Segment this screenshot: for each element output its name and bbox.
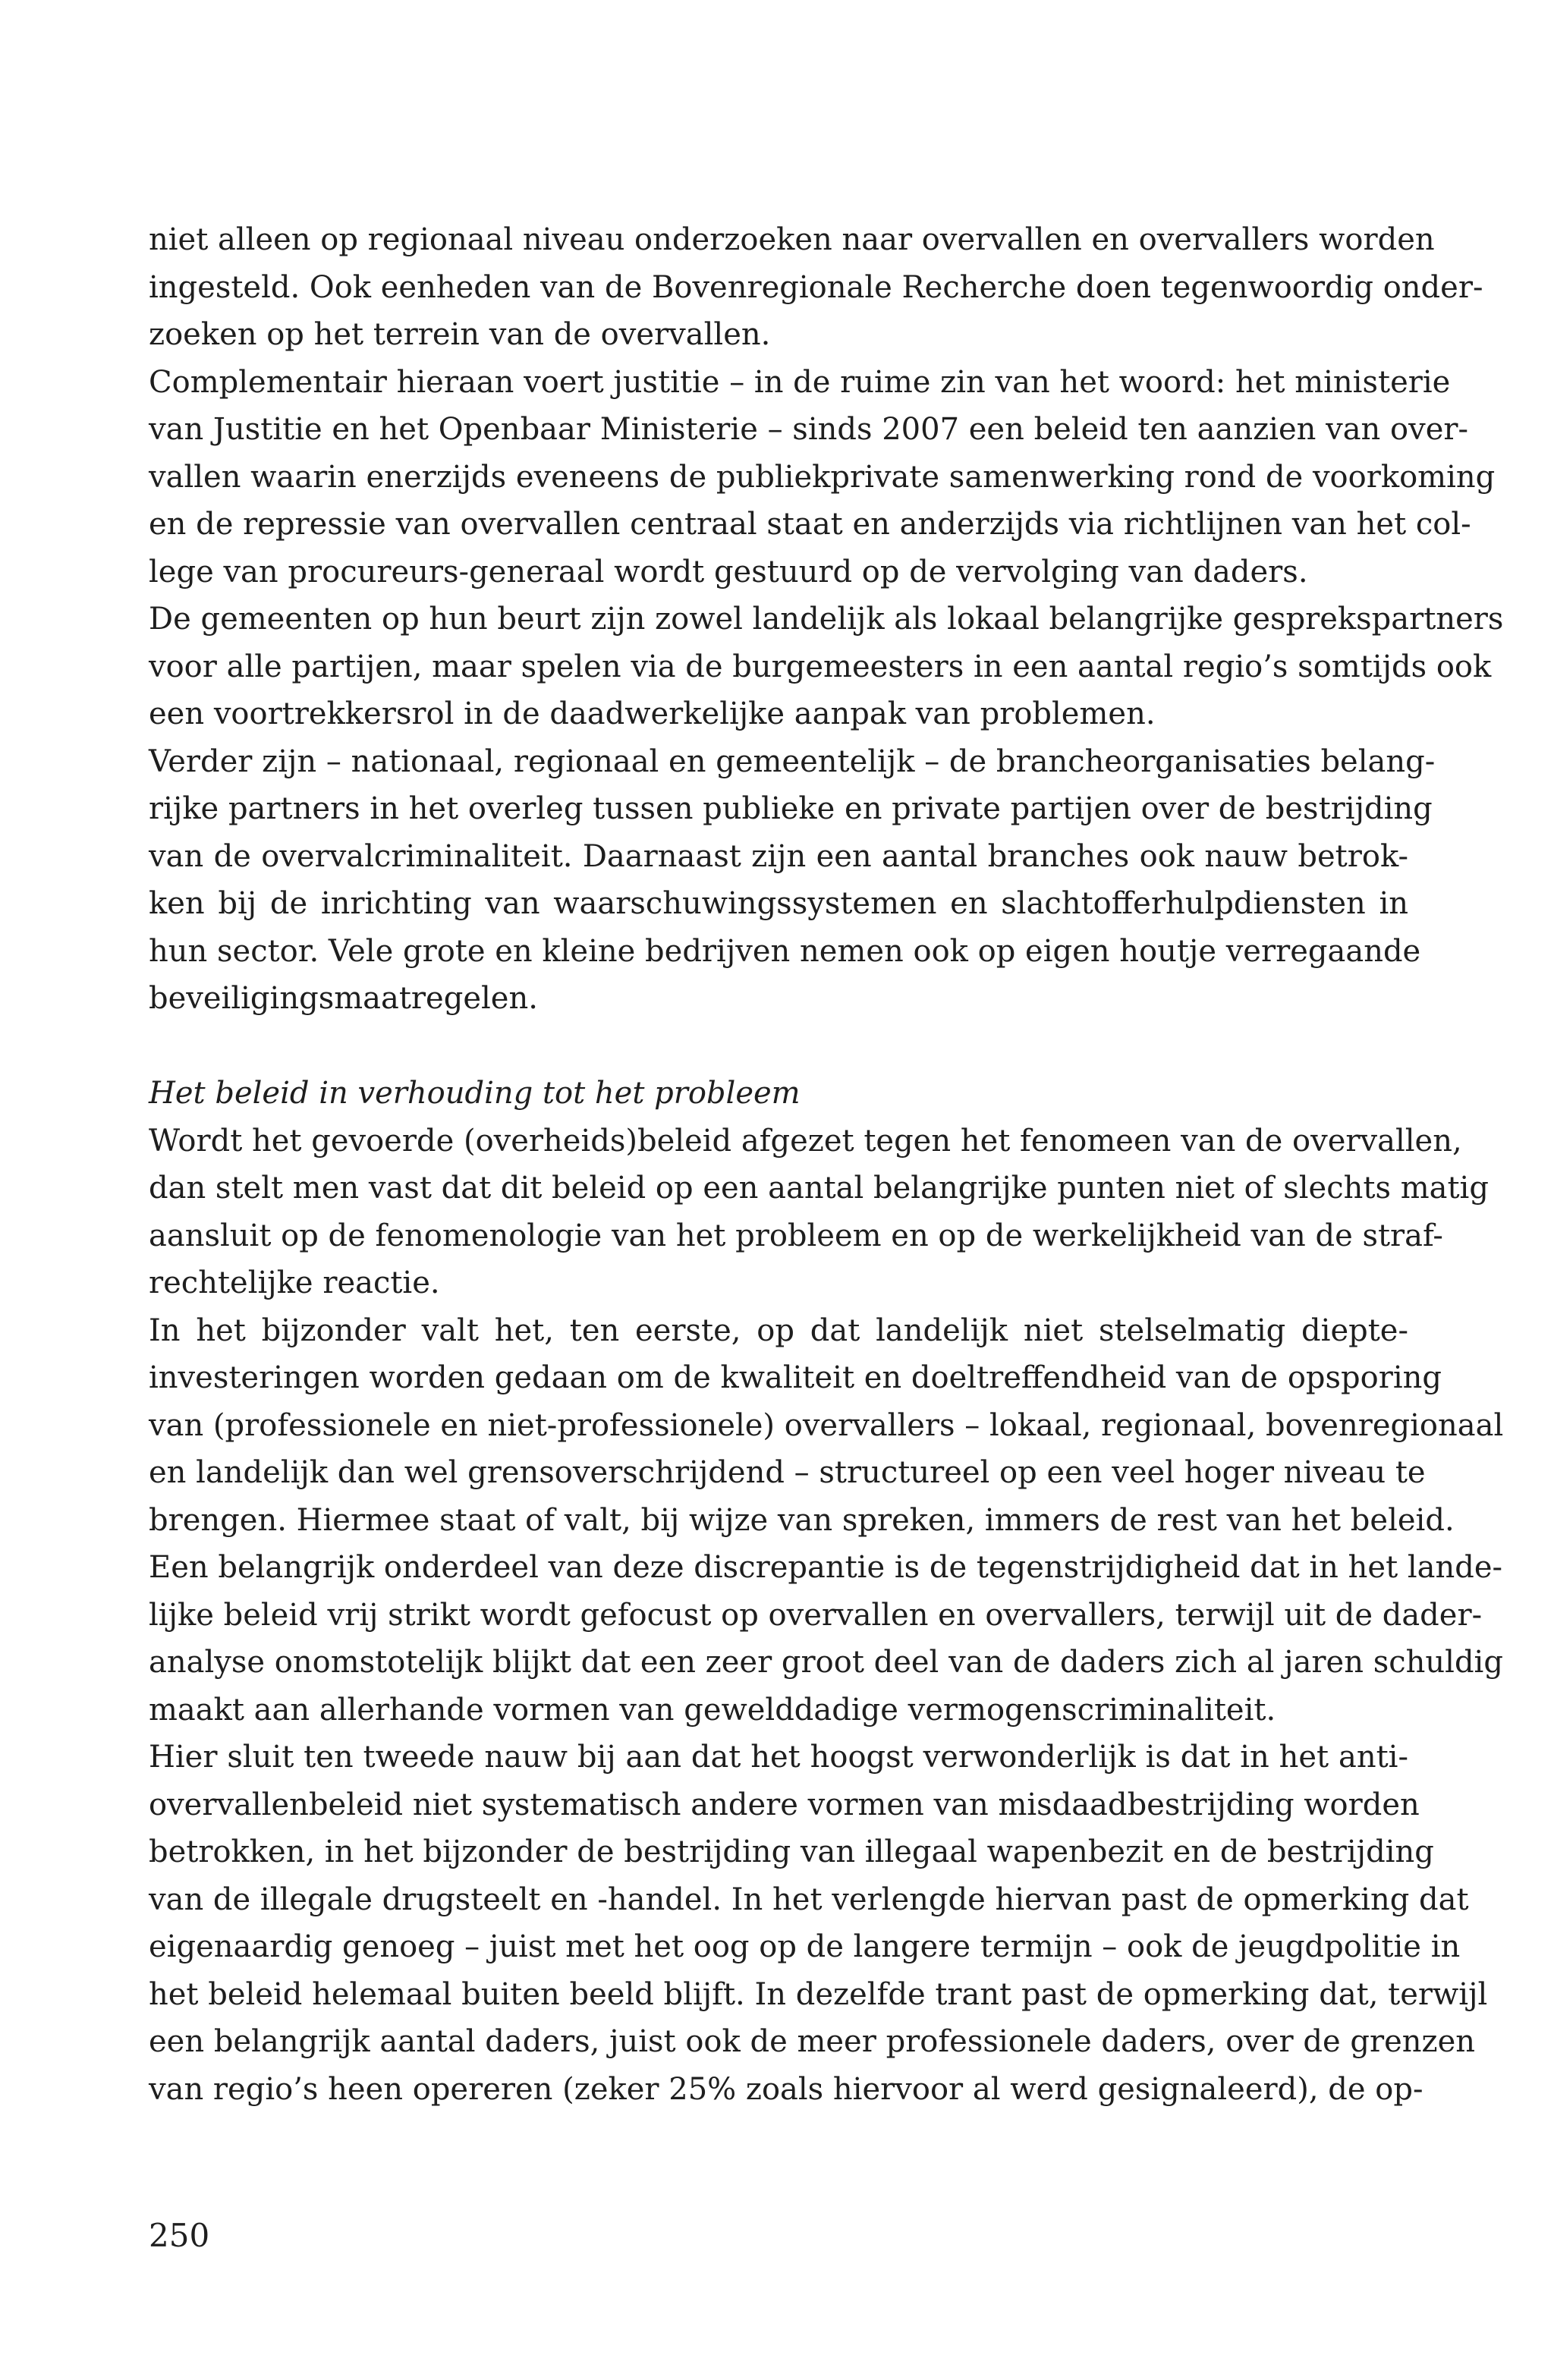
text-line: betrokken, in het bijzonder de bestrijding van illegaal wapenbezit en de bestrijding	[149, 1835, 1434, 1869]
text-line: lege van procureurs-generaal wordt gestuurd op de vervolging van daders.	[149, 554, 1308, 589]
text-line: brengen. Hiermee staat of valt, bij wijze van spreken, immers de rest van het beleid.	[149, 1502, 1455, 1538]
text-line: en landelijk dan wel grensoverschrijdend – structureel op een veel hoger niveau te	[149, 1455, 1426, 1490]
paragraph	[149, 1118, 1489, 1307]
text-line: De gemeenten op hun beurt zijn zowel landelijk als lokaal belangrijke gesprekspartners	[149, 602, 1504, 637]
text-line: rechtelijke reactie.	[149, 1265, 440, 1300]
text-line: eigenaardig genoeg – juist met het oog op de langere termijn – ook de jeugdpolitie in	[149, 1929, 1461, 1964]
text-line: investeringen worden gedaan om de kwaliteit en doeltreffendheid van de opsporing	[149, 1360, 1442, 1395]
text-line: Een belangrijk onderdeel van deze discrepantie is de tegenstrijdigheid dat in het lande-	[149, 1550, 1503, 1585]
text-line: het beleid helemaal buiten beeld blijft. In dezelfde trant past de opmerking dat, terwijl	[149, 1976, 1488, 2012]
text-line: Verder zijn – nationaal, regionaal en gemeentelijk – de brancheorganisaties belang-	[149, 744, 1436, 779]
text-line: vallen waarin enerzijds eveneens de publiekprivate samenwerking rond de voorkoming	[149, 459, 1496, 495]
text-line: van Justitie en het Openbaar Ministerie – sinds 2007 een beleid ten aanzien van over-	[149, 412, 1469, 447]
text-line: zoeken op het terrein van de overvallen.	[149, 317, 771, 352]
text-line: ingesteld. Ook eenheden van de Bovenregionale Recherche doen tegenwoordig onder-	[149, 269, 1483, 305]
paragraph	[149, 359, 1496, 596]
paragraph	[149, 738, 1436, 1023]
text-line: van de overvalcriminaliteit. Daarnaast zijn een aantal branches ook nauw betrok-	[149, 838, 1408, 874]
paragraph	[149, 216, 1483, 359]
text-line: Complementair hieraan voert justitie – in de ruime zin van het woord: het ministerie	[149, 364, 1451, 400]
text-line: voor alle partijen, maar spelen via de burgemeesters in een aantal regio’s somtijds ook	[149, 649, 1492, 684]
text-line: dan stelt men vast dat dit beleid op een aantal belangrijke punten niet of slechts matig	[149, 1171, 1489, 1206]
text-line: niet alleen op regionaal niveau onderzoeken naar overvallen en overvallers worden	[149, 222, 1435, 257]
text-line: Hier sluit ten tweede nauw bij aan dat het hoogst verwonderlijk is dat in het anti-	[149, 1740, 1408, 1775]
text-line: rijke partners in het overleg tussen publieke en private partijen over de bestrijding	[149, 791, 1433, 826]
text-line: overvallenbeleid niet systematisch andere vormen van misdaadbestrijding worden	[149, 1787, 1420, 1822]
text-line: een belangrijk aantal daders, juist ook de meer professionele daders, over de grenzen	[149, 2024, 1476, 2059]
text-line: van regio’s heen opereren (zeker 25% zoals hiervoor al werd gesignaleerd), de op-	[149, 2071, 1423, 2107]
page-body	[149, 216, 1504, 2113]
text-line: maakt aan allerhande vormen van gewelddadige vermogenscriminaliteit.	[149, 1692, 1276, 1728]
text-line: aansluit op de fenomenologie van het probleem en op de werkelijkheid van de straf-	[149, 1218, 1443, 1253]
text-line: van de illegale drugsteelt en -handel. In het verlengde hiervan past de opmerking dat	[149, 1882, 1469, 1917]
section-heading: Het beleid in verhouding tot het probleem	[149, 1076, 801, 1111]
text-line: en de repressie van overvallen centraal staat en anderzijds via richtlijnen van het col-	[149, 507, 1471, 542]
text-line: In het bijzonder valt het, ten eerste, op dat landelijk niet stelselmatig diepte-	[149, 1313, 1408, 1348]
paragraph	[149, 596, 1504, 738]
text-line: Wordt het gevoerde (overheids)beleid afgezet tegen het fenomeen van de overvallen,	[149, 1123, 1462, 1159]
text-line: lijke beleid vrij strikt wordt gefocust op overvallen en overvallers, terwijl uit de dader-	[149, 1597, 1483, 1633]
text-line: hun sector. Vele grote en kleine bedrijven nemen ook op eigen houtje verregaande	[149, 933, 1421, 969]
text-line: beveiligingsmaatregelen.	[149, 981, 538, 1016]
page-number: 250	[149, 2217, 210, 2254]
text-line: van (professionele en niet-professionele) overvallers – lokaal, regionaal, bovenregionaal	[149, 1407, 1504, 1443]
section-spacer	[149, 1023, 1408, 1071]
text-line: ken bij de inrichting van waarschuwingssystemen en slachtofferhulpdiensten in	[149, 886, 1408, 921]
paragraph	[149, 1307, 1504, 1734]
text-line: analyse onomstotelijk blijkt dat een zeer groot deel van de daders zich al jaren schuldig	[149, 1645, 1503, 1680]
paragraph	[149, 1734, 1488, 2113]
text-line: een voortrekkersrol in de daadwerkelijke aanpak van problemen.	[149, 696, 1156, 731]
